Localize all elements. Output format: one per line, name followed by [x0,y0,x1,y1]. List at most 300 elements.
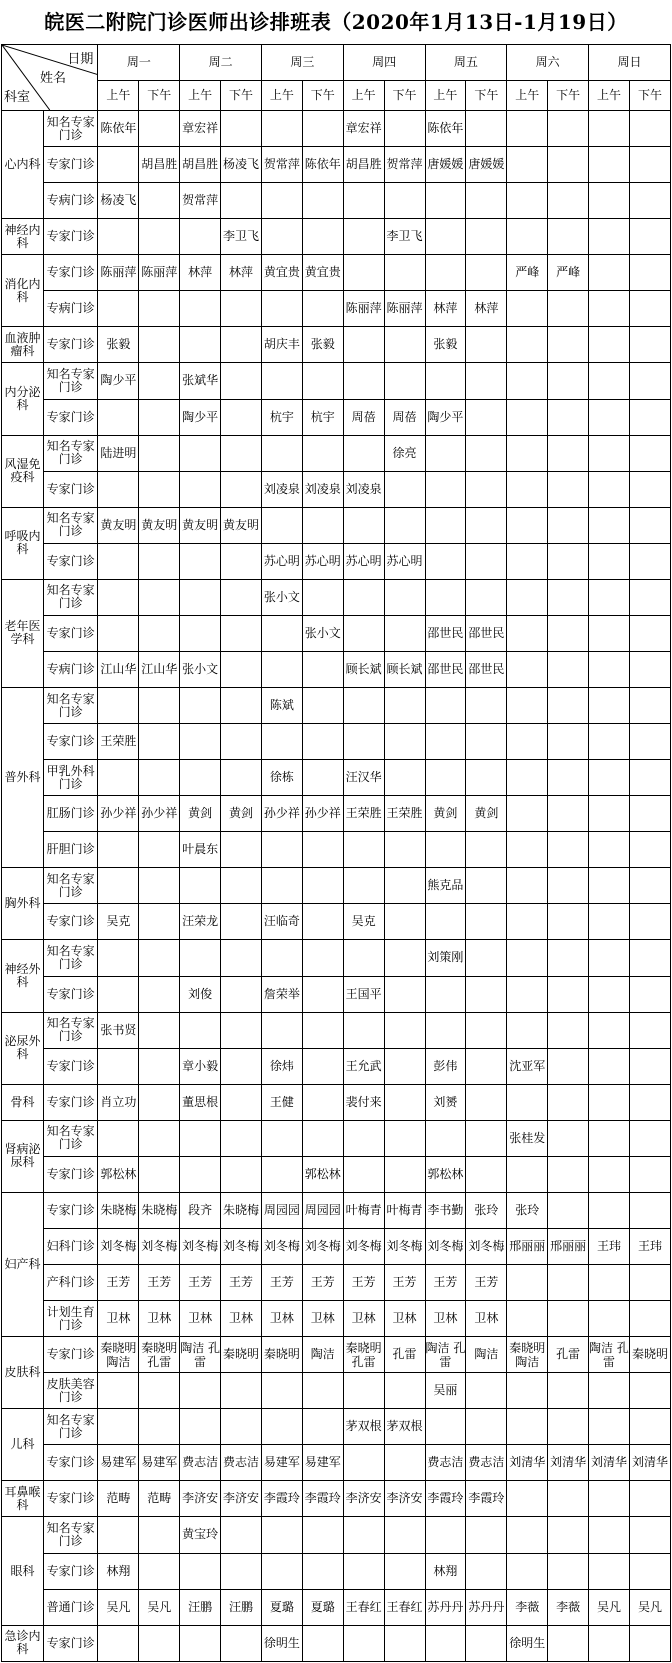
doctor-cell [384,579,425,615]
doctor-cell [343,1373,384,1409]
doctor-cell [466,1517,507,1553]
doctor-cell: 刘凌泉 [261,471,302,507]
doctor-cell [221,1625,262,1661]
doctor-cell: 秦晓明 陶洁 [98,1337,139,1373]
doctor-cell [221,1084,262,1120]
doctor-cell [384,688,425,724]
doctor-cell [425,183,466,219]
doctor-cell: 费志洁 [180,1445,221,1481]
doctor-cell [343,1120,384,1156]
doctor-cell: 朱晓梅 [139,1192,180,1228]
doctor-cell: 刘冬梅 [261,1228,302,1264]
doctor-cell [629,543,670,579]
doctor-cell [629,688,670,724]
doctor-cell: 茅双根 [343,1409,384,1445]
doctor-cell [507,1265,548,1301]
day-header: 周四 [343,45,425,81]
doctor-cell [629,1120,670,1156]
schedule-row [2,399,671,435]
doctor-cell [466,219,507,255]
doctor-cell: 刘冬梅 [98,1228,139,1264]
doctor-cell: 李霞玲 [466,1481,507,1517]
clinic-category: 专家门诊 [43,1337,98,1373]
doctor-cell [629,1409,670,1445]
doctor-cell [589,976,630,1012]
day-header: 周二 [180,45,262,81]
schedule-row [2,1120,671,1156]
doctor-cell [629,832,670,868]
doctor-cell: 汪临奇 [261,904,302,940]
doctor-cell [384,1012,425,1048]
doctor-cell [343,1625,384,1661]
clinic-category: 知名专家门诊 [43,940,98,976]
schedule-row [2,688,671,724]
doctor-cell: 黄宜贵 [261,255,302,291]
doctor-cell [507,976,548,1012]
doctor-cell [343,868,384,904]
doctor-cell: 张玲 [466,1192,507,1228]
doctor-cell: 孔雷 [548,1337,589,1373]
doctor-cell: 林翔 [425,1553,466,1589]
doctor-cell [221,976,262,1012]
doctor-cell [425,1012,466,1048]
clinic-category: 专家门诊 [43,724,98,760]
doctor-cell: 李霞玲 [261,1481,302,1517]
doctor-cell: 郭松林 [425,1156,466,1192]
doctor-cell: 费志洁 [425,1445,466,1481]
doctor-cell [425,760,466,796]
doctor-cell [302,435,343,471]
doctor-cell [180,219,221,255]
doctor-cell [629,183,670,219]
doctor-cell [466,904,507,940]
doctor-cell [629,507,670,543]
doctor-cell [180,1409,221,1445]
doctor-cell [507,435,548,471]
doctor-cell: 费志洁 [221,1445,262,1481]
doctor-cell: 李卫飞 [384,219,425,255]
doctor-cell: 王芳 [343,1265,384,1301]
doctor-cell [425,543,466,579]
schedule-row [2,363,671,399]
clinic-category: 知名专家门诊 [43,579,98,615]
doctor-cell [466,724,507,760]
doctor-cell [384,1553,425,1589]
doctor-cell [425,579,466,615]
doctor-cell: 王允武 [343,1048,384,1084]
department-name: 眼科 [2,1517,44,1625]
department-name: 普外科 [2,688,44,868]
doctor-cell [98,1625,139,1661]
doctor-cell [629,291,670,327]
doctor-cell: 徐明生 [507,1625,548,1661]
doctor-cell [589,1625,630,1661]
doctor-cell [466,363,507,399]
doctor-cell [548,435,589,471]
doctor-cell [261,111,302,147]
doctor-cell [139,1120,180,1156]
doctor-cell [384,183,425,219]
doctor-cell: 叶晨东 [180,832,221,868]
clinic-category: 专病门诊 [43,291,98,327]
doctor-cell [548,1373,589,1409]
doctor-cell [589,724,630,760]
doctor-cell [221,1156,262,1192]
doctor-cell [139,579,180,615]
doctor-cell [629,255,670,291]
doctor-cell: 陆进明 [98,435,139,471]
doctor-cell: 卫林 [98,1301,139,1337]
doctor-cell [548,651,589,687]
doctor-cell [302,976,343,1012]
doctor-cell [548,1265,589,1301]
schedule-row [2,183,671,219]
doctor-cell [343,688,384,724]
doctor-cell [548,327,589,363]
half-day-header: 上午 [425,81,466,111]
doctor-cell [589,1156,630,1192]
doctor-cell [466,1409,507,1445]
doctor-cell [589,147,630,183]
clinic-category: 专家门诊 [43,1192,98,1228]
doctor-cell: 刘清华 [629,1445,670,1481]
doctor-cell [507,327,548,363]
doctor-cell [384,1048,425,1084]
doctor-cell: 刘冬梅 [384,1228,425,1264]
department-name: 急诊内科 [2,1625,44,1661]
doctor-cell [261,832,302,868]
clinic-category: 专家门诊 [43,1048,98,1084]
clinic-category: 皮肤美容门诊 [43,1373,98,1409]
doctor-cell [384,724,425,760]
doctor-cell: 刘清华 [589,1445,630,1481]
department-name: 泌尿外科 [2,1012,44,1084]
doctor-cell: 张小文 [180,651,221,687]
schedule-row [2,507,671,543]
schedule-row [2,1228,671,1264]
doctor-cell: 李济安 [384,1481,425,1517]
doctor-cell [589,111,630,147]
doctor-cell: 秦晓明 孔雷 [139,1337,180,1373]
doctor-cell: 严峰 [548,255,589,291]
department-name: 风湿免疫科 [2,435,44,507]
doctor-cell [589,688,630,724]
doctor-cell: 张小文 [302,615,343,651]
schedule-row [2,1012,671,1048]
doctor-cell: 卫林 [180,1301,221,1337]
department-name: 血液肿瘤科 [2,327,44,363]
doctor-cell: 苏心明 [343,543,384,579]
doctor-cell [98,291,139,327]
schedule-row [2,1192,671,1228]
doctor-cell: 王芳 [180,1265,221,1301]
doctor-cell: 肖立功 [98,1084,139,1120]
schedule-row [2,615,671,651]
half-day-header: 下午 [466,81,507,111]
doctor-cell [425,976,466,1012]
doctor-cell [302,1120,343,1156]
doctor-cell [629,724,670,760]
schedule-row [2,1048,671,1084]
doctor-cell [466,543,507,579]
doctor-cell: 陈丽萍 [343,291,384,327]
doctor-cell [629,651,670,687]
schedule-row [2,327,671,363]
doctor-cell [507,940,548,976]
doctor-cell: 陈依年 [425,111,466,147]
doctor-cell [343,435,384,471]
doctor-cell [507,724,548,760]
doctor-cell [507,1012,548,1048]
doctor-cell [343,255,384,291]
doctor-cell [589,1265,630,1301]
doctor-cell: 张毅 [425,327,466,363]
doctor-cell [425,363,466,399]
doctor-cell [221,291,262,327]
doctor-cell [98,543,139,579]
half-day-header: 上午 [180,81,221,111]
doctor-cell [507,219,548,255]
doctor-cell [466,399,507,435]
schedule-row [2,471,671,507]
doctor-cell [466,1012,507,1048]
doctor-cell [629,1012,670,1048]
doctor-cell [139,1156,180,1192]
doctor-cell [139,291,180,327]
doctor-cell [507,1553,548,1589]
doctor-cell [425,255,466,291]
doctor-cell [507,183,548,219]
doctor-cell: 李霞玲 [425,1481,466,1517]
doctor-cell [221,1517,262,1553]
doctor-cell [425,832,466,868]
doctor-cell [384,904,425,940]
doctor-cell: 苏心明 [261,543,302,579]
doctor-cell: 王芳 [139,1265,180,1301]
doctor-cell [507,1373,548,1409]
doctor-cell [425,435,466,471]
doctor-cell: 贺常萍 [261,147,302,183]
doctor-cell [180,1012,221,1048]
doctor-cell [589,760,630,796]
department-name: 神经内科 [2,219,44,255]
doctor-cell [139,904,180,940]
doctor-cell: 刘冬梅 [221,1228,262,1264]
doctor-cell [221,724,262,760]
doctor-cell: 邵世民 [425,615,466,651]
doctor-cell [548,1409,589,1445]
doctor-cell: 黄友明 [139,507,180,543]
doctor-cell: 邢丽丽 [548,1228,589,1264]
clinic-category: 计划生育门诊 [43,1301,98,1337]
doctor-cell [507,832,548,868]
doctor-cell [343,327,384,363]
clinic-category: 专家门诊 [43,1084,98,1120]
doctor-cell: 李济安 [343,1481,384,1517]
doctor-cell [139,724,180,760]
doctor-cell [507,1301,548,1337]
doctor-cell [302,1373,343,1409]
doctor-cell [139,940,180,976]
doctor-cell [629,1265,670,1301]
doctor-cell [302,1625,343,1661]
doctor-cell [261,507,302,543]
doctor-cell: 黄剑 [221,796,262,832]
doctor-cell: 孙少祥 [261,796,302,832]
doctor-cell [302,940,343,976]
doctor-cell [466,255,507,291]
schedule-row [2,255,671,291]
doctor-cell [261,724,302,760]
doctor-cell [507,399,548,435]
clinic-category: 专家门诊 [43,399,98,435]
doctor-cell [261,219,302,255]
doctor-cell [425,724,466,760]
doctor-cell: 叶梅青 [384,1192,425,1228]
doctor-cell: 李卫飞 [221,219,262,255]
doctor-cell: 胡庆丰 [261,327,302,363]
doctor-cell [589,255,630,291]
doctor-cell: 沈亚军 [507,1048,548,1084]
doctor-cell [343,1517,384,1553]
doctor-cell: 胡昌胜 [139,147,180,183]
doctor-cell [466,1553,507,1589]
doctor-cell [302,1012,343,1048]
doctor-cell [302,1084,343,1120]
doctor-cell [507,507,548,543]
schedule-row [2,724,671,760]
doctor-cell [548,1553,589,1589]
doctor-cell [466,507,507,543]
doctor-cell [221,399,262,435]
doctor-cell [589,1553,630,1589]
department-name: 骨科 [2,1084,44,1120]
doctor-cell: 熊克品 [425,868,466,904]
doctor-cell: 卫林 [221,1301,262,1337]
doctor-cell [629,940,670,976]
doctor-cell [589,904,630,940]
doctor-cell [589,291,630,327]
doctor-cell [466,1156,507,1192]
doctor-cell: 张书贤 [98,1012,139,1048]
doctor-cell: 吴克 [343,904,384,940]
schedule-row [2,1373,671,1409]
clinic-category: 专家门诊 [43,327,98,363]
doctor-cell: 范畴 [139,1481,180,1517]
doctor-cell [139,111,180,147]
doctor-cell: 邵世民 [466,651,507,687]
doctor-cell [302,904,343,940]
doctor-cell [466,1373,507,1409]
doctor-cell: 卫林 [261,1301,302,1337]
doctor-cell: 王芳 [384,1265,425,1301]
doctor-cell: 李济安 [180,1481,221,1517]
doctor-cell [221,1373,262,1409]
doctor-cell [261,435,302,471]
doctor-cell [548,760,589,796]
doctor-cell [261,651,302,687]
doctor-cell [466,760,507,796]
half-day-header: 上午 [98,81,139,111]
half-day-header: 上午 [261,81,302,111]
doctor-cell [261,1517,302,1553]
schedule-row [2,1337,671,1373]
doctor-cell [343,1445,384,1481]
department-name: 妇产科 [2,1192,44,1336]
doctor-cell [180,1156,221,1192]
doctor-cell: 刘冬梅 [466,1228,507,1264]
doctor-cell [302,1409,343,1445]
doctor-cell [548,291,589,327]
doctor-cell [261,1156,302,1192]
doctor-cell [180,435,221,471]
doctor-cell [507,651,548,687]
doctor-cell [139,399,180,435]
doctor-cell [466,327,507,363]
doctor-cell [629,1084,670,1120]
doctor-cell [343,363,384,399]
doctor-cell: 杨凌飞 [98,183,139,219]
doctor-cell [629,147,670,183]
doctor-cell [221,111,262,147]
doctor-cell: 易建军 [139,1445,180,1481]
doctor-cell [466,183,507,219]
clinic-category: 专病门诊 [43,183,98,219]
doctor-cell [548,219,589,255]
doctor-cell [139,1553,180,1589]
doctor-cell [261,291,302,327]
doctor-cell [221,435,262,471]
doctor-cell: 王健 [261,1084,302,1120]
half-day-header: 下午 [629,81,670,111]
doctor-cell: 费志洁 [466,1445,507,1481]
doctor-cell [548,615,589,651]
doctor-cell: 黄友明 [221,507,262,543]
corner-dept-label: 科室 [4,90,31,105]
doctor-cell [548,147,589,183]
half-day-header: 下午 [548,81,589,111]
doctor-cell: 陶少平 [180,399,221,435]
doctor-cell: 王国平 [343,976,384,1012]
schedule-row [2,543,671,579]
doctor-cell: 贺常萍 [384,147,425,183]
doctor-cell: 刘赟 [425,1084,466,1120]
doctor-cell [629,868,670,904]
doctor-cell [180,1373,221,1409]
day-header: 周六 [507,45,589,81]
doctor-cell [548,904,589,940]
clinic-category: 专家门诊 [43,976,98,1012]
department-name: 儿科 [2,1409,44,1481]
doctor-cell [507,1517,548,1553]
doctor-cell: 吴丽 [425,1373,466,1409]
doctor-cell [384,363,425,399]
doctor-cell [466,688,507,724]
doctor-cell [384,1445,425,1481]
doctor-cell [98,940,139,976]
doctor-cell [180,868,221,904]
doctor-cell: 易建军 [98,1445,139,1481]
doctor-cell: 王玮 [629,1228,670,1264]
doctor-cell [629,1192,670,1228]
doctor-cell [261,1409,302,1445]
doctor-cell [589,543,630,579]
department-name: 老年医学科 [2,579,44,687]
doctor-cell [629,1301,670,1337]
doctor-cell [98,471,139,507]
doctor-cell [548,1481,589,1517]
doctor-cell: 张小文 [261,579,302,615]
